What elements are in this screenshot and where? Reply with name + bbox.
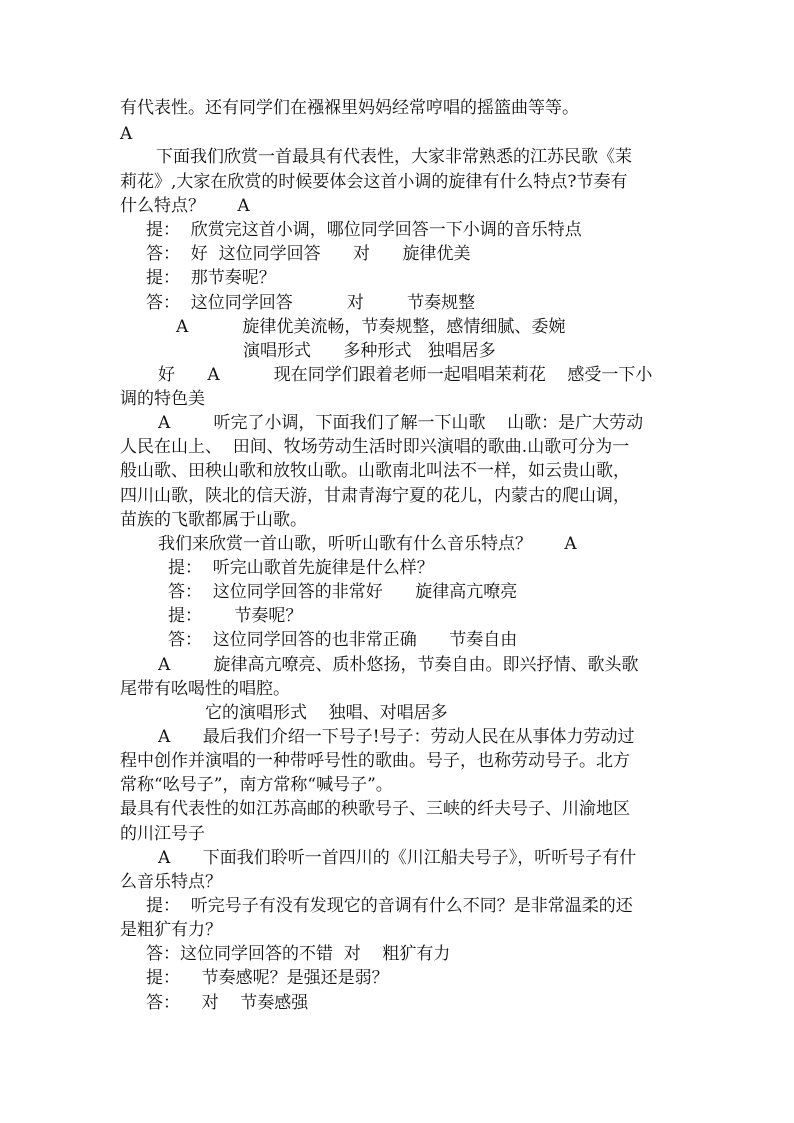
text-line: 提： 那节奏呢？ [146, 268, 276, 288]
text-line: A 旋律优美流畅，节奏规整，感情细腻、委婉 [176, 317, 566, 337]
text-line: 苗族的飞歌都属于山歌。 [120, 510, 307, 530]
text-line: 提： 听完号子有没有发现它的音调有什么不同？是非常温柔的还 [146, 896, 633, 916]
text-line: 人民在山上、 田间、牧场劳动生活时即兴演唱的歌曲.山歌可分为一 [120, 437, 630, 457]
text-line: 常称“吆号子”，南方常称“喊号子”。 [120, 775, 393, 795]
text-line: 程中创作并演唱的一种带呼号性的歌曲。号子，也称劳动号子。北方 [120, 751, 630, 771]
text-line: 莉花》,大家在欣赏的时候要体会这首小调的旋律有什么特点?节奏有 [120, 172, 628, 192]
text-line: 最具有代表性的如江苏高邮的秧歌号子、三峡的纤夫号子、川渝地区 [120, 799, 630, 819]
text-line: 是粗犷有力？ [120, 920, 222, 940]
text-line: 它的演唱形式 独唱、对唱居多 [205, 703, 448, 723]
text-line: 提： 听完山歌首先旋律是什么样？ [168, 558, 434, 578]
text-line: 尾带有吆喝性的唱腔。 [120, 679, 290, 699]
text-line: 调的特色美 [120, 389, 205, 409]
text-line: 好 A 现在同学们跟着老师一起唱唱茉莉花 感受一下小 [158, 365, 653, 385]
text-line: 答： 这位同学回答的也非常正确 节奏自由 [168, 630, 518, 650]
text-line: 什么特点？ A [120, 196, 250, 216]
text-line: 提： 欣赏完这首小调，哪位同学回答一下小调的音乐特点 [146, 220, 582, 240]
text-line: 么音乐特点？ [120, 872, 222, 892]
text-line: 演唱形式 多种形式 独唱居多 [243, 341, 496, 361]
text-line: 答： 好 这位同学回答 对 旋律优美 [146, 244, 471, 264]
text-line: 答： 对 节奏感强 [146, 993, 309, 1013]
text-line: A 听完了小调，下面我们了解一下山歌 山歌：是广大劳动 [158, 413, 644, 433]
text-line: 般山歌、田秧山歌和放牧山歌。山歌南北叫法不一样，如云贵山歌， [120, 461, 630, 481]
text-line: 答：这位同学回答的不错 对 粗犷有力 [146, 944, 451, 964]
text-line: 有代表性。还有同学们在襁褓里妈妈经常哼唱的摇篮曲等等。 [120, 98, 579, 118]
text-line: 提： 节奏呢？ [168, 606, 303, 626]
text-line: 答： 这位同学回答 对 节奏规整 [146, 293, 476, 313]
text-line: A 最后我们介绍一下号子!号子：劳动人民在从事体力劳动过 [158, 727, 635, 747]
text-line: 提： 节奏感呢？是强还是弱？ [146, 968, 389, 988]
text-line: 我们来欣赏一首山歌，听听山歌有什么音乐特点？ A [158, 534, 577, 554]
text-line: 的川江号子 [120, 824, 205, 844]
text-line: A [120, 124, 133, 144]
text-line: 四川山歌，陕北的信天游，甘肃青海宁夏的花儿，内蒙古的爬山调， [120, 486, 630, 506]
text-line: 答： 这位同学回答的非常好 旋律高亢嘹亮 [168, 582, 518, 602]
text-line: A 旋律高亢嘹亮、质朴悠扬，节奏自由。即兴抒情、歌头歌 [158, 655, 639, 675]
text-line: 下面我们欣赏一首最具有代表性，大家非常熟悉的江苏民歌《茉 [156, 147, 632, 167]
text-line: A 下面我们聆听一首四川的《川江船夫号子》，听听号子有什 [158, 848, 637, 868]
